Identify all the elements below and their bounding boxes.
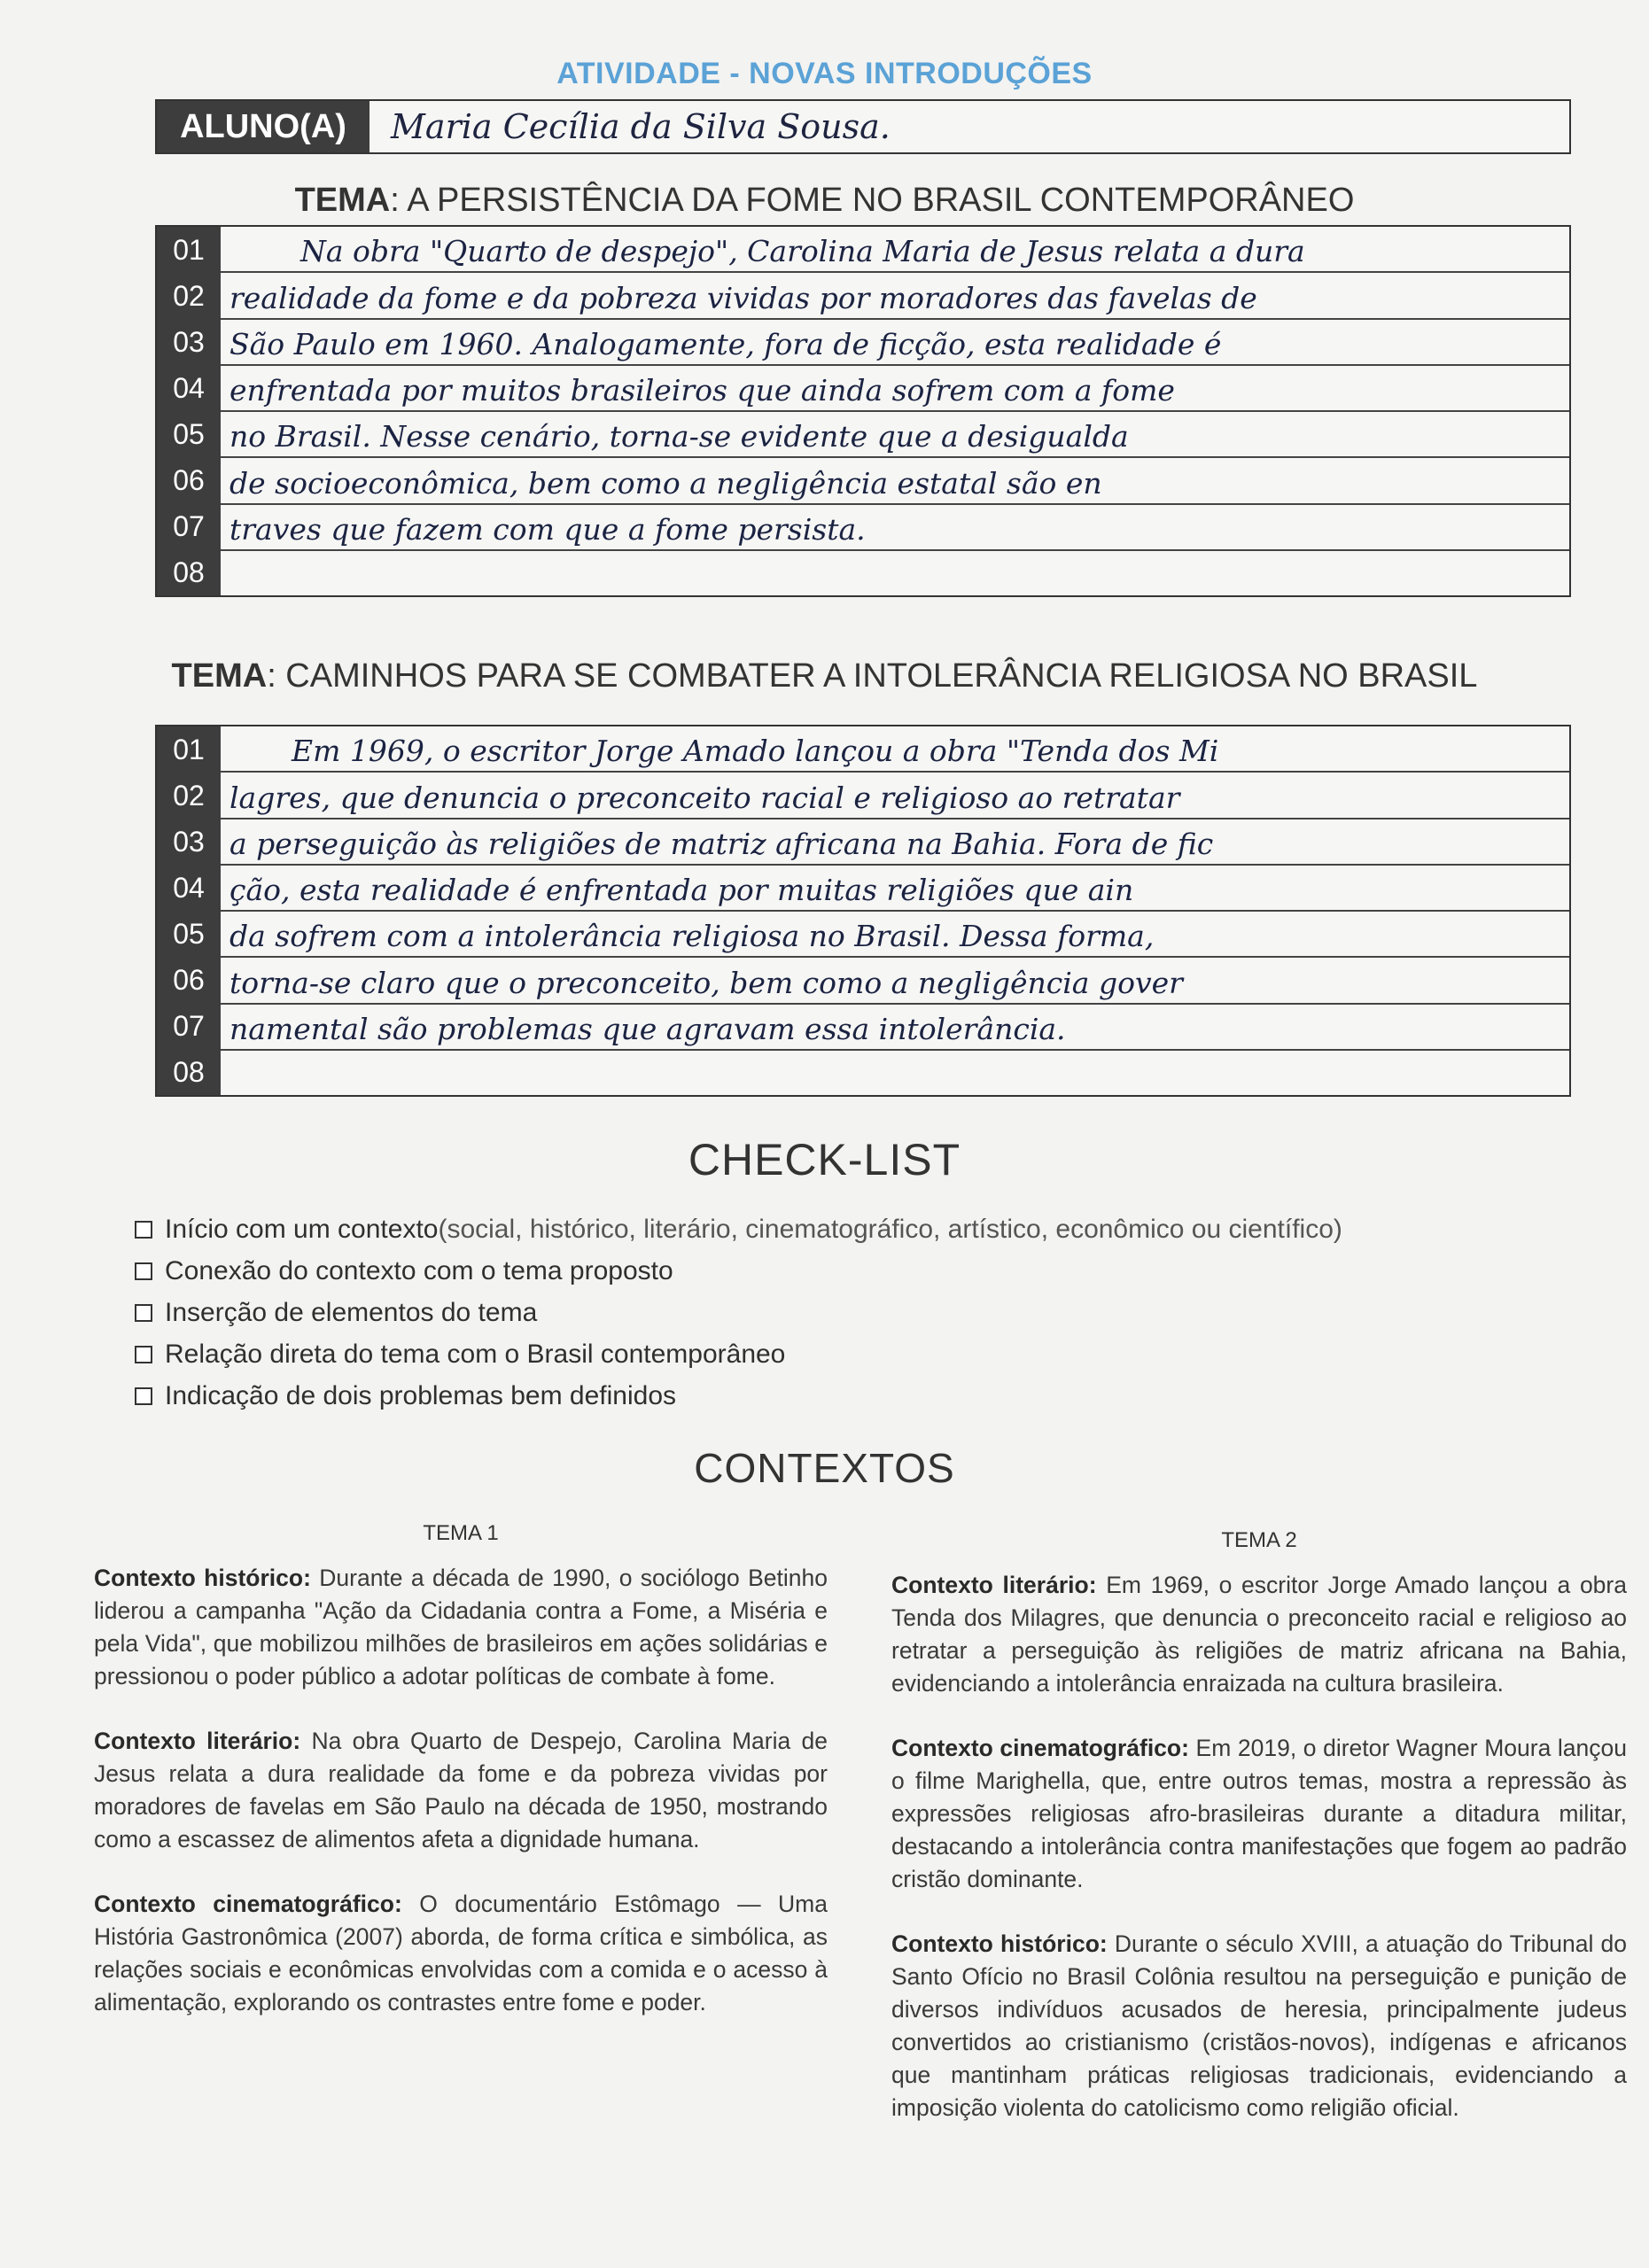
checkbox[interactable] [135, 1387, 152, 1405]
checklist-item-detail: (social, histórico, literário, cinematográfico, artístico, econômico ou científico) [438, 1214, 1342, 1244]
context-text: Em 1969, o escritor Jorge Amado lançou a obra Tenda dos Milagres, que denuncia o preconceito racial e religioso ao retratar a perseguição às religiões de matriz africana na Bahia, evidenciando a intolerância enraizada na cultura brasileira. [891, 1572, 1627, 1697]
context-paragraph [94, 1562, 828, 1693]
tema2-contexts-heading: TEMA 2 [1221, 1528, 1297, 1552]
context-paragraph [891, 1732, 1627, 1896]
handwritten-line: torna-se claro que o preconceito, bem como a negligência gover [221, 958, 1569, 1004]
activity-title: ATIVIDADE - NOVAS INTRODUÇÕES [556, 57, 1093, 90]
line-number: 03 [173, 325, 205, 358]
context-text: Durante o século XVIII, a atuação do Tribunal do Santo Ofício no Brasil Colônia resultou na perseguição e punição de diversos indivíduos acusados de heresia, principalmente judeus convertidos ao cristianismo (cristãos-novos), indígenas e africanos que mantinham práticas religiosas tradicionais, evidenciando a imposição violenta do catolicismo como religião oficial. [891, 1930, 1627, 2121]
tema2-line-numbers [157, 726, 221, 1095]
line-number: 02 [173, 779, 205, 812]
handwritten-line [221, 1051, 1569, 1095]
context-paragraph [94, 1888, 828, 2019]
student-row [155, 99, 1571, 154]
checkbox[interactable] [135, 1262, 152, 1280]
checklist-item [135, 1208, 1342, 1250]
checklist-item-label: Relação direta do tema com o Brasil contemporâneo [165, 1339, 786, 1369]
tema1-handwritten-lines [221, 227, 1569, 595]
tema2-title: : CAMINHOS PARA SE COMBATER A INTOLERÂNCIA RELIGIOSA NO BRASIL [267, 657, 1478, 695]
context-text: Durante a década de 1990, o sociólogo Betinho liderou a campanha "Ação da Cidadania contra a Fome, a Miséria e pela Vida", que mobilizou milhões de brasileiros em ações solidárias e pressionou o poder público a adotar políticas de combate à fome. [94, 1565, 828, 1689]
checklist-item [135, 1292, 1342, 1333]
line-number: 03 [173, 825, 205, 858]
handwritten-line: enfrentada por muitos brasileiros que ainda sofrem com a fome [221, 366, 1569, 412]
checklist [135, 1208, 1342, 1417]
tema1-heading [0, 182, 1649, 220]
context-label: Contexto literário: [891, 1572, 1097, 1598]
line-number: 01 [173, 733, 205, 765]
line-number: 05 [173, 417, 205, 450]
handwritten-line: ção, esta realidade é enfrentada por muitas religiões que ain [221, 866, 1569, 912]
tema2-heading [0, 657, 1649, 695]
context-label: Contexto literário: [94, 1728, 301, 1754]
line-number: 06 [173, 463, 205, 496]
context-paragraph [891, 1928, 1627, 2124]
student-label: ALUNO(A) [157, 101, 369, 152]
checklist-item [135, 1333, 1342, 1375]
handwritten-line: São Paulo em 1960. Analogamente, fora de ficção, esta realidade é [221, 320, 1569, 366]
handwritten-line: de socioeconômica, bem como a negligência estatal são en [221, 458, 1569, 504]
checkbox[interactable] [135, 1221, 152, 1239]
tema1-line-numbers [157, 227, 221, 595]
context-paragraph [891, 1569, 1627, 1700]
handwritten-line: da sofrem com a intolerância religiosa no Brasil. Dessa forma, [221, 912, 1569, 958]
student-name: Maria Cecília da Silva Sousa. [391, 107, 891, 146]
context-label: Contexto histórico: [891, 1930, 1108, 1957]
checkbox[interactable] [135, 1346, 152, 1363]
checkbox[interactable] [135, 1304, 152, 1322]
checklist-item-label: Inserção de elementos do tema [165, 1297, 538, 1327]
line-number: 01 [173, 233, 205, 266]
line-number: 08 [173, 1055, 205, 1088]
context-label: Contexto histórico: [94, 1565, 311, 1591]
tema2-contexts [891, 1524, 1627, 2156]
context-text: Em 2019, o diretor Wagner Moura lançou o filme Marighella, que, entre outros temas, mostra a repressão às expressões religiosas afro-brasileiras durante a ditadura militar, destacando a intolerância contra manifestações que fogem ao padrão cristão dominante. [891, 1735, 1627, 1892]
line-number: 05 [173, 917, 205, 950]
context-paragraph [94, 1725, 828, 1856]
handwritten-line: a perseguição às religiões de matriz africana na Bahia. Fora de fic [221, 819, 1569, 866]
tema2-label: TEMA [171, 657, 268, 695]
tema1-contexts-heading: TEMA 1 [423, 1521, 499, 1545]
tema1-label: TEMA [294, 182, 391, 219]
line-number: 04 [173, 871, 205, 904]
line-number: 08 [173, 555, 205, 588]
line-number: 04 [173, 371, 205, 404]
checklist-title: CHECK-LIST [688, 1135, 961, 1184]
line-number: 02 [173, 279, 205, 312]
handwritten-line: realidade da fome e da pobreza vividas por moradores das favelas de [221, 273, 1569, 319]
handwritten-line: traves que fazem com que a fome persista. [221, 505, 1569, 551]
handwritten-line: lagres, que denuncia o preconceito racial e religioso ao retratar [221, 773, 1569, 819]
handwritten-line [221, 551, 1569, 595]
line-number: 07 [173, 1009, 205, 1042]
checklist-item-label: Início com um contexto [165, 1214, 439, 1244]
tema2-writing-block [155, 725, 1571, 1097]
handwritten-line: namental são problemas que agravam essa intolerância. [221, 1005, 1569, 1051]
checklist-item [135, 1250, 1342, 1292]
handwritten-line: Na obra "Quarto de despejo", Carolina Maria de Jesus relata a dura [221, 227, 1569, 273]
tema2-handwritten-lines [221, 726, 1569, 1095]
contextos-title: CONTEXTOS [694, 1445, 955, 1491]
checklist-item-label: Indicação de dois problemas bem definidos [165, 1380, 677, 1410]
context-label: Contexto cinematográfico: [94, 1891, 402, 1917]
tema1-contexts [94, 1517, 828, 2051]
line-number: 06 [173, 963, 205, 996]
checklist-item-label: Conexão do contexto com o tema proposto [165, 1255, 673, 1285]
tema1-writing-block [155, 225, 1571, 597]
handwritten-line: no Brasil. Nesse cenário, torna-se evidente que a desigualda [221, 412, 1569, 458]
checklist-item [135, 1375, 1342, 1417]
line-number: 07 [173, 509, 205, 542]
context-label: Contexto cinematográfico: [891, 1735, 1189, 1761]
context-text: Na obra Quarto de Despejo, Carolina Maria de Jesus relata a dura realidade da fome e da pobreza vividas por moradores de favelas em São Paulo na década de 1950, mostrando como a escassez de alimentos afeta a dignidade humana. [94, 1728, 828, 1852]
handwritten-line: Em 1969, o escritor Jorge Amado lançou a obra "Tenda dos Mi [221, 726, 1569, 773]
context-text: O documentário Estômago — Uma História Gastronômica (2007) aborda, de forma crítica e simbólica, as relações sociais e econômicas envolvidas com a comida e o acesso à alimentação, explorando os contrastes entre fome e poder. [94, 1891, 828, 2016]
tema1-title: : A PERSISTÊNCIA DA FOME NO BRASIL CONTEMPORÂNEO [390, 182, 1355, 219]
